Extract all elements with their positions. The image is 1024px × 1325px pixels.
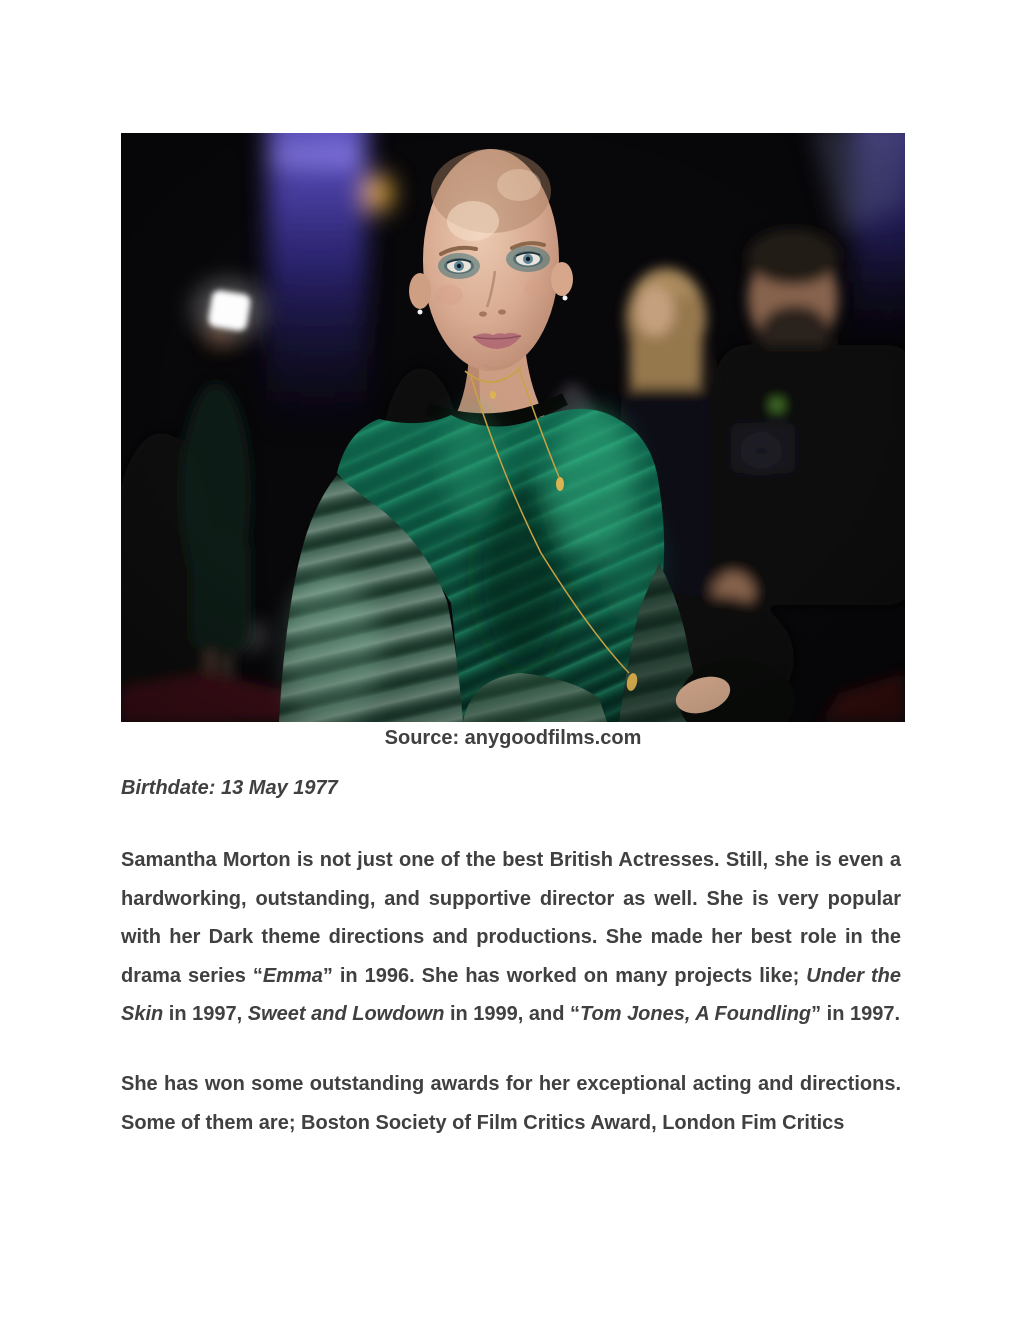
birthdate-line: Birthdate: 13 May 1977: [121, 777, 338, 799]
photo-caption: Source: anygoodfilms.com: [384, 727, 642, 749]
movie-title-emma: Emma: [262, 964, 323, 987]
bio-segment: ” in 1997.: [811, 1003, 901, 1026]
article-content: [121, 133, 905, 1142]
bio-segment: ” in 1996. She has worked on many projects like;: [322, 964, 807, 987]
movie-title-under-the-skin: Under the Skin: [121, 964, 901, 1026]
movie-title-sweet-and-lowdown: Sweet and Lowdown: [247, 1003, 445, 1026]
photo-figure: [121, 133, 905, 750]
paragraph-bio: [121, 841, 901, 1034]
photo-image: [121, 133, 905, 722]
paragraph-awards: She has won some outstanding awards for her exceptional acting and directions. Some of them are; Boston Society of Film Critics Award, London Fim Critics: [121, 1072, 901, 1134]
bio-segment: in 1997,: [163, 1003, 248, 1026]
bio-segment: in 1999, and “: [444, 1003, 581, 1026]
movie-title-tom-jones: Tom Jones, A Foundling: [580, 1003, 812, 1026]
vignette-overlay: [121, 133, 905, 722]
bio-segment: Samantha Morton is not just one of the best British Actresses. Still, she is even a hardworking, outstanding, and supportive director as well. She is very popular with her Dark theme directions and productions. She made her best role in the drama series “: [121, 849, 901, 987]
